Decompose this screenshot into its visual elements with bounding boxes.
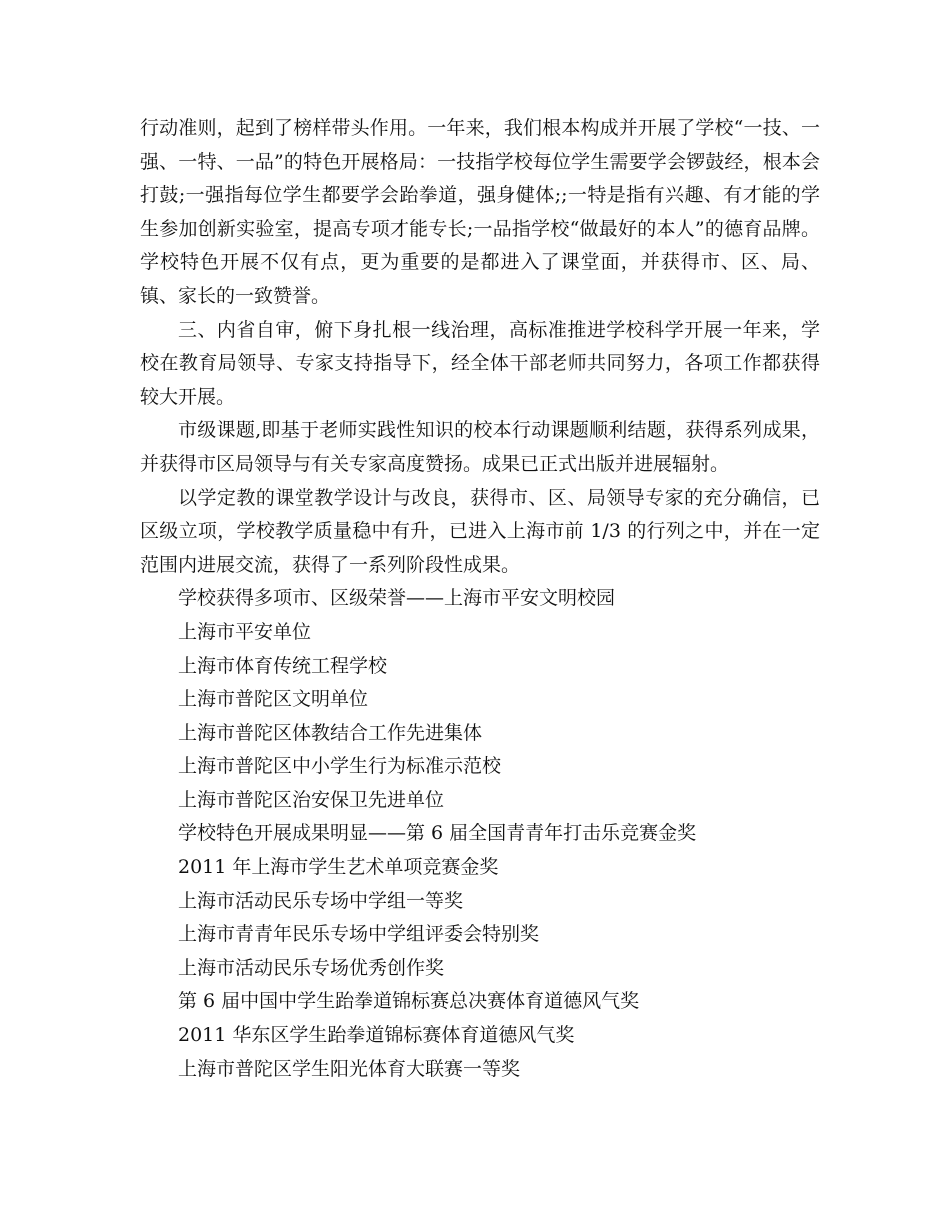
honor-item: 上海市活动民乐专场优秀创作奖 bbox=[178, 956, 445, 979]
paragraph-2: 三、内省自审，俯下身扎根一线治理，高标准推进学校科学开展一年来，学校在教育局领导、专家支持指导下，经全体干部老师共同努力，各项工作都获得较大开展。 bbox=[140, 318, 820, 408]
honor-item: 上海市普陀区体教结合工作先进集体 bbox=[178, 721, 483, 744]
honor-item: 上海市平安单位 bbox=[178, 620, 312, 643]
honor-item: 2011 年上海市学生艺术单项竞赛金奖 bbox=[178, 856, 499, 879]
honor-item: 上海市普陀区中小学生行为标准示范校 bbox=[178, 755, 502, 778]
paragraph-1: 行动准则，起到了榜样带头作用。一年来，我们根本构成并开展了学校“一技、一强、一特、一品”的特色开展格局：一技指学校每位学生需要学会锣鼓经，根本会打鼓;一强指每位学生都要学会跆拳道，强身健体;;一特是指有兴趣、有才能的学生参加创新实验室，提高专项才能专长;一品指学校“做最好的本人”的德育品牌。学校特色开展不仅有点，更为重要的是都进入了课堂面，并获得市、区、局、镇、家长的一致赞誉。 bbox=[140, 117, 820, 307]
honor-item: 学校特色开展成果明显——第 6 届全国青青年打击乐竞赛金奖 bbox=[178, 822, 697, 845]
honors-list bbox=[140, 582, 820, 1086]
honor-item: 上海市普陀区学生阳光体育大联赛一等奖 bbox=[178, 1057, 521, 1080]
document-body bbox=[140, 112, 820, 1086]
paragraph-4: 以学定教的课堂教学设计与改良，获得市、区、局领导专家的充分确信，已区级立项，学校教学质量稳中有升，已进入上海市前 1/3 的行列之中，并在一定范围内进展交流，获得了一系列阶段性成果。 bbox=[140, 486, 820, 576]
honor-item: 上海市体育传统工程学校 bbox=[178, 654, 388, 677]
honor-item: 2011 华东区学生跆拳道锦标赛体育道德风气奖 bbox=[178, 1024, 575, 1047]
honor-item: 上海市活动民乐专场中学组一等奖 bbox=[178, 889, 464, 912]
honor-item: 上海市普陀区治安保卫先进单位 bbox=[178, 788, 445, 811]
honor-item: 学校获得多项市、区级荣誉——上海市平安文明校园 bbox=[178, 587, 616, 610]
honor-item: 上海市青青年民乐专场中学组评委会特别奖 bbox=[178, 923, 540, 946]
honor-item: 上海市普陀区文明单位 bbox=[178, 688, 369, 711]
honor-item: 第 6 届中国中学生跆拳道锦标赛总决赛体育道德风气奖 bbox=[178, 990, 640, 1013]
paragraph-3: 市级课题,即基于老师实践性知识的校本行动课题顺利结题，获得系列成果，并获得市区局领导与有关专家高度赞扬。成果已正式出版并进展辐射。 bbox=[140, 419, 820, 475]
